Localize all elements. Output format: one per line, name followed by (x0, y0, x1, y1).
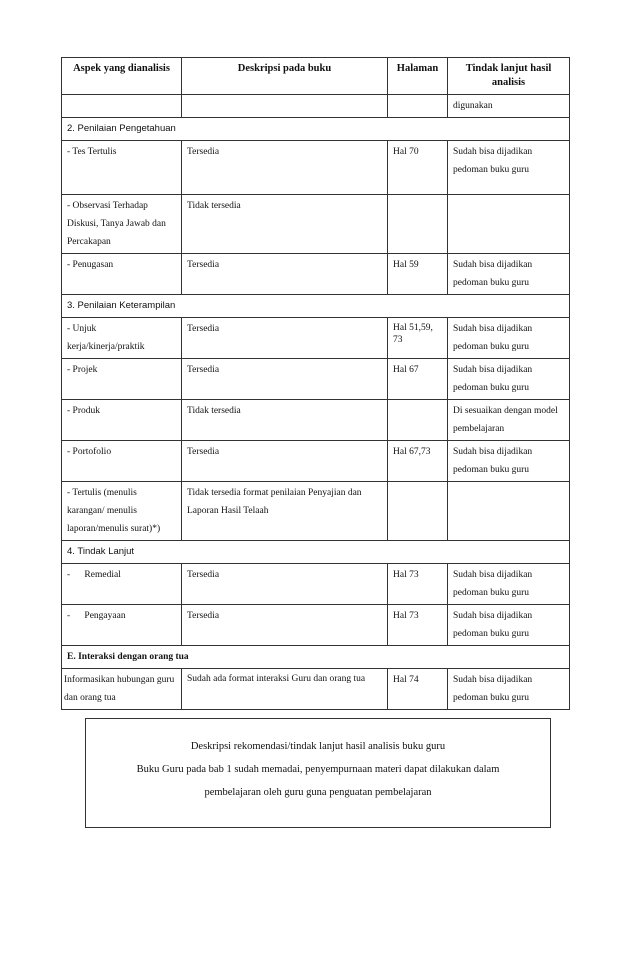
cell-follow-up: Sudah bisa dijadikan pedoman buku guru (448, 359, 570, 400)
header-description: Deskripsi pada buku (182, 58, 388, 95)
cell-page (388, 195, 448, 254)
continuation-text: digunakan (448, 95, 570, 118)
table-row (62, 441, 570, 482)
cell-follow-up: Sudah bisa dijadikan pedoman buku guru (448, 318, 570, 359)
header-page: Halaman (388, 58, 448, 95)
section-title: 4. Tindak Lanjut (62, 541, 570, 564)
cell-aspect: - Remedial (62, 564, 182, 605)
cell-description: Tersedia (182, 141, 388, 195)
cell-follow-up: Sudah bisa dijadikan pedoman buku guru (448, 669, 570, 710)
table-row (62, 564, 570, 605)
cell-description: Tidak tersedia format penilaian Penyajian dan Laporan Hasil Telaah (182, 482, 388, 541)
cell-follow-up: Di sesuaikan dengan model pembelajaran (448, 400, 570, 441)
table-row (62, 318, 570, 359)
cell-page: Hal 67,73 (388, 441, 448, 482)
cell-description: Tidak tersedia (182, 195, 388, 254)
cell-page: Hal 67 (388, 359, 448, 400)
cell-aspect: Informasikan hubungan guru dan orang tua (62, 669, 182, 710)
analysis-table (61, 57, 570, 710)
cell-aspect: - Unjuk kerja/kinerja/praktik (62, 318, 182, 359)
table-row (62, 195, 570, 254)
cell-description: Tersedia (182, 359, 388, 400)
header-follow-up: Tindak lanjut hasil analisis (448, 58, 570, 95)
cell-description: Tidak tersedia (182, 400, 388, 441)
cell-page: Hal 70 (388, 141, 448, 195)
recommendation-line-1: Buku Guru pada bab 1 sudah memadai, penyempurnaan materi dapat dilakukan dalam (136, 764, 500, 775)
cell-page: Hal 73 (388, 564, 448, 605)
cell-follow-up: Sudah bisa dijadikan pedoman buku guru (448, 564, 570, 605)
table-row (62, 141, 570, 195)
cell-description: Tersedia (182, 441, 388, 482)
cell-follow-up (448, 195, 570, 254)
cell-description: Tersedia (182, 254, 388, 295)
cell-page (388, 482, 448, 541)
recommendation-line-2: pembelajaran oleh guru guna penguatan pembelajaran (204, 787, 432, 798)
cell-aspect: - Portofolio (62, 441, 182, 482)
cell-aspect: - Penugasan (62, 254, 182, 295)
cell-aspect: - Observasi Terhadap Diskusi, Tanya Jawab dan Percakapan (62, 195, 182, 254)
table-row (62, 400, 570, 441)
cell-aspect: - Tertulis (menulis karangan/ menulis laporan/menulis surat)*) (62, 482, 182, 541)
section-row (62, 118, 570, 141)
cell-follow-up (448, 482, 570, 541)
cell-page: Hal 73 (388, 605, 448, 646)
cell-description: Sudah ada format interaksi Guru dan orang tua (182, 669, 388, 710)
section-row (62, 295, 570, 318)
cell-follow-up: Sudah bisa dijadikan pedoman buku guru (448, 441, 570, 482)
table-row (62, 254, 570, 295)
section-title: 3. Penilaian Keterampilan (62, 295, 570, 318)
cell-aspect: - Projek (62, 359, 182, 400)
recommendation-title: Deskripsi rekomendasi/tindak lanjut hasil analisis buku guru (190, 741, 446, 752)
cell-description: Tersedia (182, 318, 388, 359)
cell-page: Hal 51,59, 73 (388, 318, 448, 359)
cell-follow-up: Sudah bisa dijadikan pedoman buku guru (448, 605, 570, 646)
section-row (62, 541, 570, 564)
cell-description: Tersedia (182, 605, 388, 646)
section-title: E. Interaksi dengan orang tua (62, 646, 570, 669)
cell-page: Hal 74 (388, 669, 448, 710)
table-row (62, 669, 570, 710)
cell-aspect: - Tes Tertulis (62, 141, 182, 195)
table-row (62, 482, 570, 541)
table-row (62, 359, 570, 400)
section-title: 2. Penilaian Pengetahuan (62, 118, 570, 141)
cell-page (388, 400, 448, 441)
header-aspect: Aspek yang dianalisis (62, 58, 182, 95)
table-header-row (62, 58, 570, 95)
cell-aspect: - Produk (62, 400, 182, 441)
cell-description: Tersedia (182, 564, 388, 605)
table-row (62, 605, 570, 646)
section-row (62, 646, 570, 669)
continuation-row (62, 95, 570, 118)
cell-follow-up: Sudah bisa dijadikan pedoman buku guru (448, 141, 570, 195)
cell-follow-up: Sudah bisa dijadikan pedoman buku guru (448, 254, 570, 295)
cell-page: Hal 59 (388, 254, 448, 295)
recommendation-box (85, 718, 551, 828)
cell-aspect: - Pengayaan (62, 605, 182, 646)
